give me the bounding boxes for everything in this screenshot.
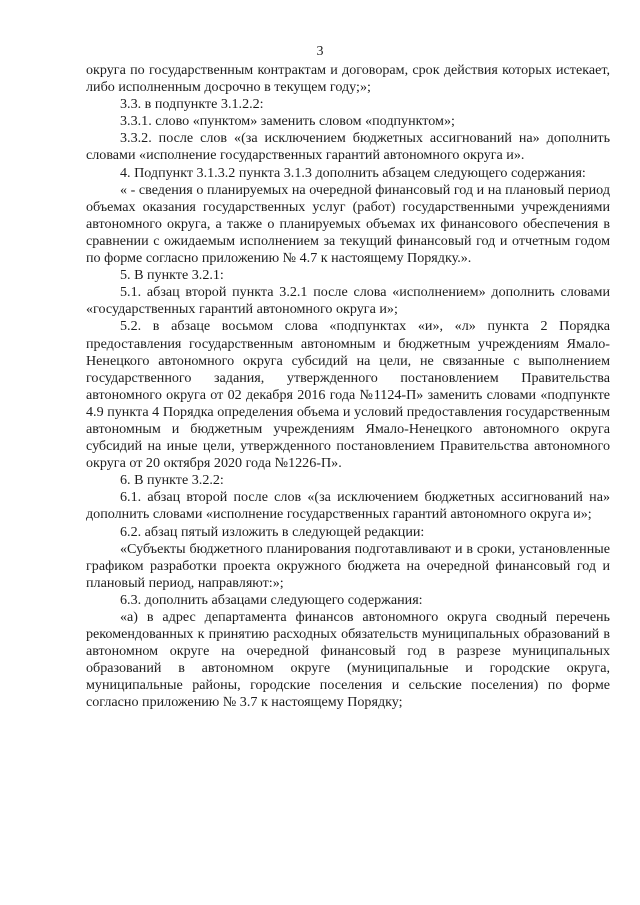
document-body <box>86 62 610 712</box>
page-number: 3 <box>316 44 324 59</box>
paragraph-3-3-2: 3.3.2. после слов «(за исключением бюджетных ассигнований на» дополнить словами «исполнение государственных гарантий автономного округа и». <box>86 130 610 164</box>
paragraph-4: 4. Подпункт 3.1.3.2 пункта 3.1.3 дополнить абзацем следующего содержания: <box>120 164 586 181</box>
paragraph-6-2: 6.2. абзац пятый изложить в следующей редакции: <box>120 523 425 540</box>
paragraph-6-3: 6.3. дополнить абзацами следующего содержания: <box>120 591 423 608</box>
paragraph-6-2-text: «Субъекты бюджетного планирования подготавливают и в сроки, установленные графиком разработки проекта окружного бюджета на очередной финансовый год и плановый период, направляют:»; <box>86 540 610 591</box>
paragraph-5-2: 5.2. в абзаце восьмом слова «подпунктах «и», «л» пункта 2 Порядка предоставления государственным автономным и бюджетным учреждениям Ямало-Ненецкого автономного округа субсидий на цели, не связанные с выполнением государственного задания, утвержденного постановлением Правительства автономного округа от 02 декабря 2016 года №1124-П» заменить словами «подпункте 4.9 пункта 4 Порядка определения объема и условий предоставления государственным автономным и бюджетным учреждениям Ямало-Ненецкого автономного округа субсидий на иные цели, утвержденного постановлением Правительства автономного округа от 20 октября 2020 года №1226-П». <box>86 318 610 472</box>
paragraph-continuation: округа по государственным контрактам и договорам, срок действия которых истекает, либо исполненным досрочно в текущем году;»; <box>86 62 610 96</box>
paragraph-5: 5. В пункте 3.2.1: <box>120 267 224 284</box>
paragraph-6: 6. В пункте 3.2.2: <box>120 472 224 489</box>
paragraph-4-insert: « - сведения о планируемых на очередной финансовый год и на плановый период объемах оказания государственных услуг (работ) государственными учреждениями автономного округа, а также о планируемых объемах их финансового обеспечения в сравнении с ожидаемым исполнением за текущий финансовый год и отчетным годом по форме согласно приложению № 4.7 к настоящему Порядку.». <box>86 181 610 267</box>
paragraph-6-1: 6.1. абзац второй после слов «(за исключением бюджетных ассигнований на» дополнить словами «исполнение государственных гарантий автономного округа и»; <box>86 489 610 523</box>
paragraph-3-3: 3.3. в подпункте 3.1.2.2: <box>120 96 264 113</box>
paragraph-5-1: 5.1. абзац второй пункта 3.2.1 после слова «исполнением» дополнить словами «государственных гарантий автономного округа и»; <box>86 284 610 318</box>
paragraph-6-3-a: «а) в адрес департамента финансов автономного округа сводный перечень рекомендованных к принятию расходных обязательств муниципальных образований в автономном округе на очередной финансовый год в разрезе муниципальных образований в автономном округе (муниципальные и городские округа, муниципальные районы, городские поселения и сельские поселения) по форме согласно приложению № 3.7 к настоящему Порядку; <box>86 609 610 711</box>
paragraph-3-3-1: 3.3.1. слово «пунктом» заменить словом «подпунктом»; <box>120 113 455 130</box>
